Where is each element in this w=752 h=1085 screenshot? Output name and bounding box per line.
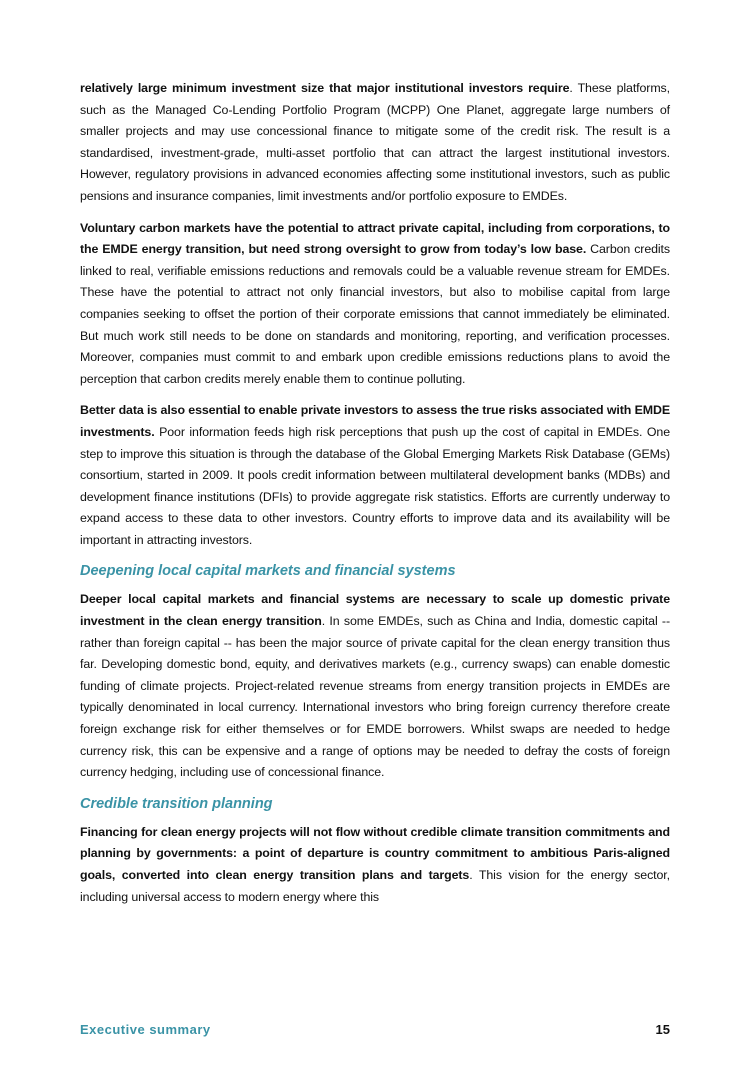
paragraph-text: Carbon credits linked to real, verifiable emissions reductions and removals could be a valuable revenue stream for EMDEs. These have the potential to attract not only financial investors, but also to mobilise capital from large companies seeking to offset the portion of their corporate emissions that cannot immediately be eliminated. But much work still needs to be done on standards and monitoring, reporting, and verification processes. Moreover, companies must commit to and embark upon credible emissions reductions plans to avoid the perception that carbon credits merely enable them to continue polluting. [80,242,670,386]
paragraph-text: . This vision for the energy sector, including universal access to modern energy where this [80,868,670,904]
section-heading-capital-markets: Deepening local capital markets and financial systems [80,563,456,580]
footer-section-title: Executive summary [80,1022,211,1037]
paragraph-text: . In some EMDEs, such as China and India, domestic capital -- rather than foreign capital -- has been the major source of private capital for the clean energy transition thus far. Developing domestic bond, equity, and derivatives markets (e.g., currency swaps) can enable domestic funding of climate projects. Project-related revenue streams from energy transition projects in EMDEs are typically denominated in local currency. International investors who bring foreign currency therefore create foreign exchange risk for either themselves or for EMDE borrowers. Whilst swaps are needed to hedge currency risk, this can be expensive and a range of options may be needed to defray the costs of foreign currency hedging, including use of concessional finance. [80,614,670,780]
lead-sentence: Voluntary carbon markets have the potential to attract private capital, including from corporations, to the EMDE energy transition, but need strong oversight to grow from today’s low base. [80,220,670,257]
paragraph-text: . These platforms, such as the Managed Co-Lending Portfolio Program (MCPP) One Planet, aggregate large numbers of smaller projects and may use concessional finance to mitigate some of the credit risk. The result is a standardised, investment-grade, multi-asset portfolio that can attract the largest institutional investors. However, regulatory provisions in advanced economies affecting some institutional investors, such as public pensions and insurance companies, limit investments and/or portfolio exposure to EMDEs. [80,81,670,203]
paragraph-investment-platforms [80,78,670,208]
page-footer [80,1022,670,1037]
lead-sentence: Deeper local capital markets and financial systems are necessary to scale up domestic private investment in the clean energy transition [80,592,670,629]
paragraph-transition-planning [80,822,670,908]
lead-sentence: relatively large minimum investment size that major institutional investors require [80,81,570,95]
paragraph-carbon-markets [80,218,670,391]
page-body [80,78,670,918]
paragraph-text: Poor information feeds high risk perceptions that push up the cost of capital in EMDEs. One step to improve this situation is through the database of the Global Emerging Markets Risk Database (GEMs) consortium, started in 2009. It pools credit information between multilateral development banks (MDBs) and development finance institutions (DFIs) to provide aggregate risk statistics. Efforts are currently underway to expand access to these data to other investors. Country efforts to improve data and its availability will be important in attracting investors. [80,424,670,547]
paragraph-better-data [80,400,670,551]
lead-sentence: Better data is also essential to enable private investors to assess the true risks associated with EMDE investments. [80,403,670,439]
paragraph-capital-markets [80,589,670,783]
lead-sentence: Financing for clean energy projects will not flow without credible climate transition commitments and planning by governments: a point of departure is country commitment to ambitious Paris-aligned goals, converted into clean energy transition plans and targets [80,824,670,882]
section-heading-transition-planning: Credible transition planning [80,795,273,812]
page-number: 15 [655,1022,670,1037]
